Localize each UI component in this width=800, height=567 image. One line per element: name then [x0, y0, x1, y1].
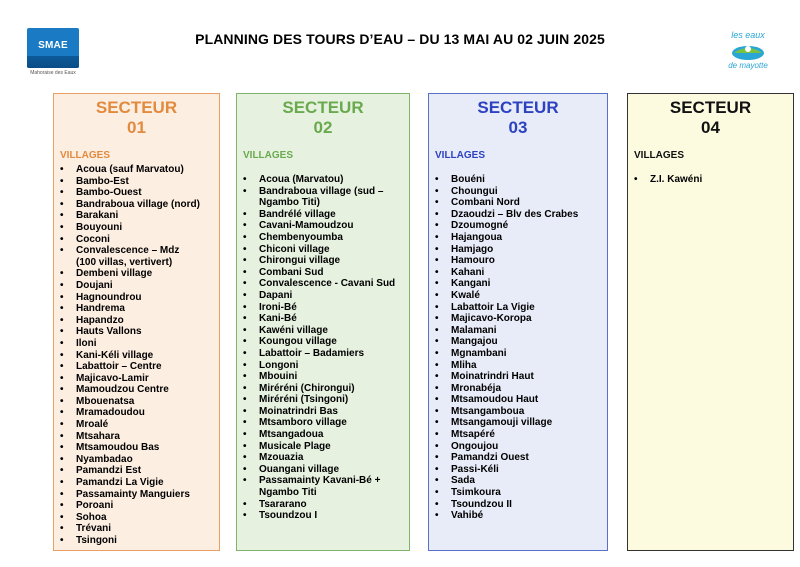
- sector-01-villages-label: VILLAGES: [60, 150, 111, 161]
- sector-02-village-list: [237, 174, 409, 522]
- village-list-item: • Kawéni village: [243, 325, 409, 337]
- village-list-item: • Koungou village: [243, 336, 409, 348]
- village-list-item: • Sada: [435, 475, 607, 487]
- sector-02-heading: [237, 98, 409, 138]
- sector-02-villages-label: VILLAGES: [243, 150, 294, 161]
- village-list-item: • Mtsangamouji village: [435, 417, 607, 429]
- village-list-item: • Bandrélé village: [243, 209, 409, 221]
- village-list-item: • Mbouini: [243, 371, 409, 383]
- village-list-item: • Mgnambani: [435, 348, 607, 360]
- village-list-item: • Mtsamoudou Haut: [435, 394, 607, 406]
- sector-03-number: 03: [508, 118, 528, 137]
- village-list-item: • Mtsamoudou Bas: [60, 442, 219, 454]
- village-list-item: • Bouyouni: [60, 222, 219, 234]
- village-list-item: • Doujani: [60, 280, 219, 292]
- village-list-item: • Kani-Bé: [243, 313, 409, 325]
- village-list-item: • Mramadoudou: [60, 407, 219, 419]
- sector-04-village-list: [628, 174, 793, 186]
- village-list-item: • Kangani: [435, 278, 607, 290]
- village-list-item: • Sohoa: [60, 512, 219, 524]
- sector-01-panel: [53, 93, 220, 551]
- village-list-item: • Vahibé: [435, 510, 607, 522]
- village-list-item: • Mamoudzou Centre: [60, 384, 219, 396]
- village-list-item: • Chembenyoumba: [243, 232, 409, 244]
- sector-01-number: 01: [127, 118, 146, 137]
- village-list-item: • Tsimkoura: [435, 487, 607, 499]
- sector-04-villages-label: VILLAGES: [634, 150, 685, 161]
- smae-logo-subtitle: Mahoraise des Eaux: [30, 70, 76, 76]
- village-list-item: • Passi-Kéli: [435, 464, 607, 476]
- village-list-item: • Miréréni (Chirongui): [243, 383, 409, 395]
- village-list-item: • Chiconi village: [243, 244, 409, 256]
- village-list-item: • Labattoir La Vigie: [435, 302, 607, 314]
- village-list-item: • Ouangani village: [243, 464, 409, 476]
- village-list-item: • Tsingoni: [60, 535, 219, 547]
- village-list-item: • Passamainty Kavani-Bé + Ngambo Titi: [243, 475, 409, 498]
- village-list-item: • Mliha: [435, 360, 607, 372]
- village-list-item: • Kahani: [435, 267, 607, 279]
- village-list-item: • Mtsamboro village: [243, 417, 409, 429]
- village-list-item: • Acoua (sauf Marvatou): [60, 164, 219, 176]
- village-list-item: • Pamandzi Ouest: [435, 452, 607, 464]
- sector-02-panel: [236, 93, 410, 551]
- sector-02-number: 02: [313, 118, 333, 137]
- village-list-item: • Mtsangadoua: [243, 429, 409, 441]
- village-list-item: • Hamouro: [435, 255, 607, 267]
- village-list-item: • Cavani-Mamoudzou: [243, 220, 409, 232]
- smae-logo-brand: SMAE: [38, 40, 68, 51]
- village-list-item: • Malamani: [435, 325, 607, 337]
- village-list-item: • Tsoundzou I: [243, 510, 409, 522]
- village-list-item: • Convalescence – Mdz (100 villas, vertivert): [60, 245, 219, 268]
- village-list-item: • Tsoundzou II: [435, 499, 607, 511]
- wave-icon: [27, 56, 79, 68]
- village-list-item: • Dembeni village: [60, 268, 219, 280]
- village-list-item: • Choungui: [435, 186, 607, 198]
- village-list-item: • Tsararano: [243, 499, 409, 511]
- sector-03-panel: [428, 93, 608, 551]
- village-list-item: • Musicale Plage: [243, 441, 409, 453]
- village-list-item: • Z.I. Kawéni: [634, 174, 793, 186]
- village-list-item: • Ironi-Bé: [243, 302, 409, 314]
- logo-right-line2: de mayotte: [728, 61, 768, 70]
- village-list-item: • Labattoir – Badamiers: [243, 348, 409, 360]
- village-list-item: • Mangajou: [435, 336, 607, 348]
- village-list-item: • Longoni: [243, 360, 409, 372]
- sector-03-title: SECTEUR: [477, 98, 559, 117]
- village-list-item: • Kwalé: [435, 290, 607, 302]
- village-list-item: • Trévani: [60, 523, 219, 535]
- village-list-item: • Miréréni (Tsingoni): [243, 394, 409, 406]
- village-list-item: • Acoua (Marvatou): [243, 174, 409, 186]
- village-list-item: • Hapandzo: [60, 315, 219, 327]
- village-list-item: • Mbouenatsa: [60, 396, 219, 408]
- village-list-item: • Convalescence - Cavani Sud: [243, 278, 409, 290]
- village-list-item: • Passamainty Manguiers: [60, 489, 219, 501]
- village-list-item: • Handrema: [60, 303, 219, 315]
- village-list-item: • Moinatrindri Bas: [243, 406, 409, 418]
- village-list-item: • Bouéni: [435, 174, 607, 186]
- village-list-item: • Mroalé: [60, 419, 219, 431]
- village-list-item: • Dapani: [243, 290, 409, 302]
- sector-03-village-list: [429, 174, 607, 522]
- village-list-item: • Mronabéja: [435, 383, 607, 395]
- logo-right-line1: les eaux: [731, 30, 765, 40]
- village-list-item: • Mtsahara: [60, 431, 219, 443]
- village-list-item: • Bandraboua village (sud – Ngambo Titi): [243, 186, 409, 209]
- village-list-item: • Dzaoudzi – Blv des Crabes: [435, 209, 607, 221]
- village-list-item: • Coconi: [60, 234, 219, 246]
- sector-04-number: 04: [701, 118, 720, 137]
- village-list-item: • Chirongui village: [243, 255, 409, 267]
- village-list-item: • Hagnoundrou: [60, 292, 219, 304]
- village-list-item: • Ongoujou: [435, 441, 607, 453]
- village-list-item: • Combani Nord: [435, 197, 607, 209]
- village-list-item: • Pamandzi Est: [60, 465, 219, 477]
- village-list-item: • Majicavo-Koropa: [435, 313, 607, 325]
- village-list-item: • Barakani: [60, 210, 219, 222]
- village-list-item: • Moinatrindri Haut: [435, 371, 607, 383]
- village-list-item: • Mzouazia: [243, 452, 409, 464]
- sector-04-title: SECTEUR: [669, 98, 752, 117]
- sector-02-title: SECTEUR: [282, 98, 364, 117]
- village-list-item: • Majicavo-Lamir: [60, 373, 219, 385]
- sector-01-heading: [54, 98, 219, 138]
- village-list-item: • Iloni: [60, 338, 219, 350]
- village-list-item: • Dzoumogné: [435, 220, 607, 232]
- village-list-item: • Hamjago: [435, 244, 607, 256]
- village-list-item: • Mtsangamboua: [435, 406, 607, 418]
- village-list-item: • Kani-Kéli village: [60, 350, 219, 362]
- village-list-item: • Bambo-Ouest: [60, 187, 219, 199]
- village-list-item: • Pamandzi La Vigie: [60, 477, 219, 489]
- sector-04-heading: [628, 98, 793, 138]
- village-list-item: • Bambo-Est: [60, 176, 219, 188]
- sector-04-panel: [627, 93, 794, 551]
- village-list-item: • Combani Sud: [243, 267, 409, 279]
- village-list-item: • Bandraboua village (nord): [60, 199, 219, 211]
- village-list-item: • Poroani: [60, 500, 219, 512]
- page-title: PLANNING DES TOURS D’EAU – DU 13 MAI AU 02 JUIN 2025: [195, 31, 605, 47]
- village-list-item: • Hajangoua: [435, 232, 607, 244]
- village-list-item: • Nyambadao: [60, 454, 219, 466]
- sector-03-villages-label: VILLAGES: [435, 150, 486, 161]
- village-list-item: • Labattoir – Centre: [60, 361, 219, 373]
- village-list-item: • Hauts Vallons: [60, 326, 219, 338]
- village-list-item: • Mtsapéré: [435, 429, 607, 441]
- sector-03-heading: [429, 98, 607, 138]
- sector-01-village-list: [54, 164, 219, 547]
- sector-01-title: SECTEUR: [95, 98, 178, 117]
